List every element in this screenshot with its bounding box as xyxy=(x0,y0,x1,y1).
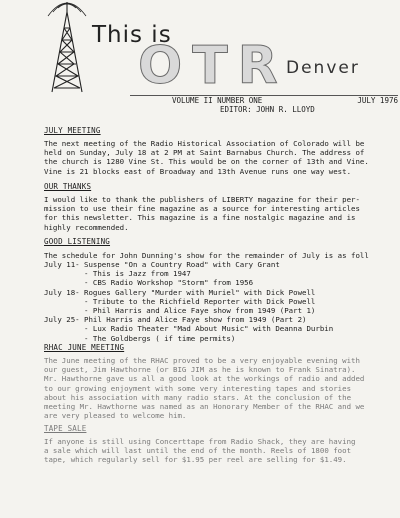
heading-tape-sale: TAPE SALE xyxy=(44,424,87,433)
paragraph-july-meeting: The next meeting of the Radio Historical Association of Colorado will be held on Sunday, July 18 at 2 PM at Saint Barnabus Church. The address of the church is 1280 Vine St. This would be on the corner of 13th and Vine. Vine is 21 blocks east of Broadway and 13th Avenue runs one way west. xyxy=(44,139,369,176)
paragraph-tape-sale: If anyone is still using Concerttape from Radio Shack, they are having a sale which will last until the end of the month. Reels of 1800 foot tape, which regularly sell for $1.95 per reel are selling for $1.49. xyxy=(44,437,356,465)
schedule-date: July 25- xyxy=(44,315,80,325)
schedule-date xyxy=(44,306,84,315)
issue-line xyxy=(172,96,398,105)
schedule-date xyxy=(44,269,84,278)
schedule-date: July 11- xyxy=(44,260,80,269)
schedule-row xyxy=(44,324,398,333)
schedule-program: Phil Harris and Alice Faye show from 1949 (Part 2) xyxy=(84,315,307,325)
schedule-date xyxy=(44,297,84,306)
heading-july-meeting: JULY MEETING xyxy=(44,126,101,135)
schedule-program: - Phil Harris and Alice Faye show from 1949 (Part 1) xyxy=(84,306,316,316)
schedule-program: - The Goldbergs ( if time permits) xyxy=(84,333,236,343)
schedule-date xyxy=(44,278,84,287)
schedule-date xyxy=(44,324,84,333)
paragraph-our-thanks: I would like to thank the publishers of LIBERTY magazine for their per- mission to use their fine magazine as a source for interesting articles for this newsletter. This magazine is a fine nostalgic magazine and is highly recommended. xyxy=(44,195,360,232)
radio-tower-icon xyxy=(44,2,90,94)
editor-line: EDITOR: JOHN R. LLOYD xyxy=(220,105,315,114)
schedule-row xyxy=(44,334,398,343)
heading-our-thanks: OUR THANKS xyxy=(44,182,92,191)
schedule-row xyxy=(44,297,398,306)
schedule-program: - This is Jazz from 1947 xyxy=(84,269,191,279)
schedule-row xyxy=(44,278,398,287)
paragraph-rhac-june-meeting: The June meeting of the RHAC proved to be a very enjoyable evening with our guest, Jim Hawthorne (or BIG JIM as he is known to Frank Sinatra). Mr. Hawthorne gave us all a good look at the workings of radio and added to our growing enjoyment with some very interesting tapes and stories about his association with many radio stars. At the conclusion of the meeting Mr. Hawthorne was named as an Honorary Member of the RHAC and we are very pleased to welcome him. xyxy=(44,356,365,421)
heading-good-listening: GOOD LISTENING xyxy=(44,237,111,246)
schedule-program: Rogues Gallery "Murder with Muriel" with Dick Powell xyxy=(84,287,316,297)
issue-volume: VOLUME II NUMBER ONE xyxy=(172,96,263,105)
schedule-list xyxy=(44,260,398,343)
schedule-row xyxy=(44,306,398,315)
schedule-row xyxy=(44,288,398,297)
schedule-program: Suspense "On a Country Road" with Cary Grant xyxy=(84,260,280,269)
issue-date: JULY 1976 xyxy=(357,96,398,105)
masthead-this-is: This is xyxy=(92,22,172,48)
schedule-intro: The schedule for John Dunning's show for the remainder of July is as foll xyxy=(44,251,369,260)
masthead-city: Denver xyxy=(286,58,360,78)
heading-rhac-june-meeting: RHAC JUNE MEETING xyxy=(44,343,125,352)
schedule-date xyxy=(44,334,84,343)
schedule-row xyxy=(44,315,398,324)
schedule-program: - Lux Radio Theater "Mad About Music" with Deanna Durbin xyxy=(84,324,334,334)
schedule-row xyxy=(44,269,398,278)
schedule-date: July 18- xyxy=(44,287,80,297)
masthead-logo: OTR xyxy=(138,36,288,96)
schedule-program: - Tribute to the Richfield Reporter with Dick Powell xyxy=(84,296,316,306)
schedule-program: - CBS Radio Workshop "Storm" from 1956 xyxy=(84,278,254,288)
schedule-row xyxy=(44,260,398,269)
